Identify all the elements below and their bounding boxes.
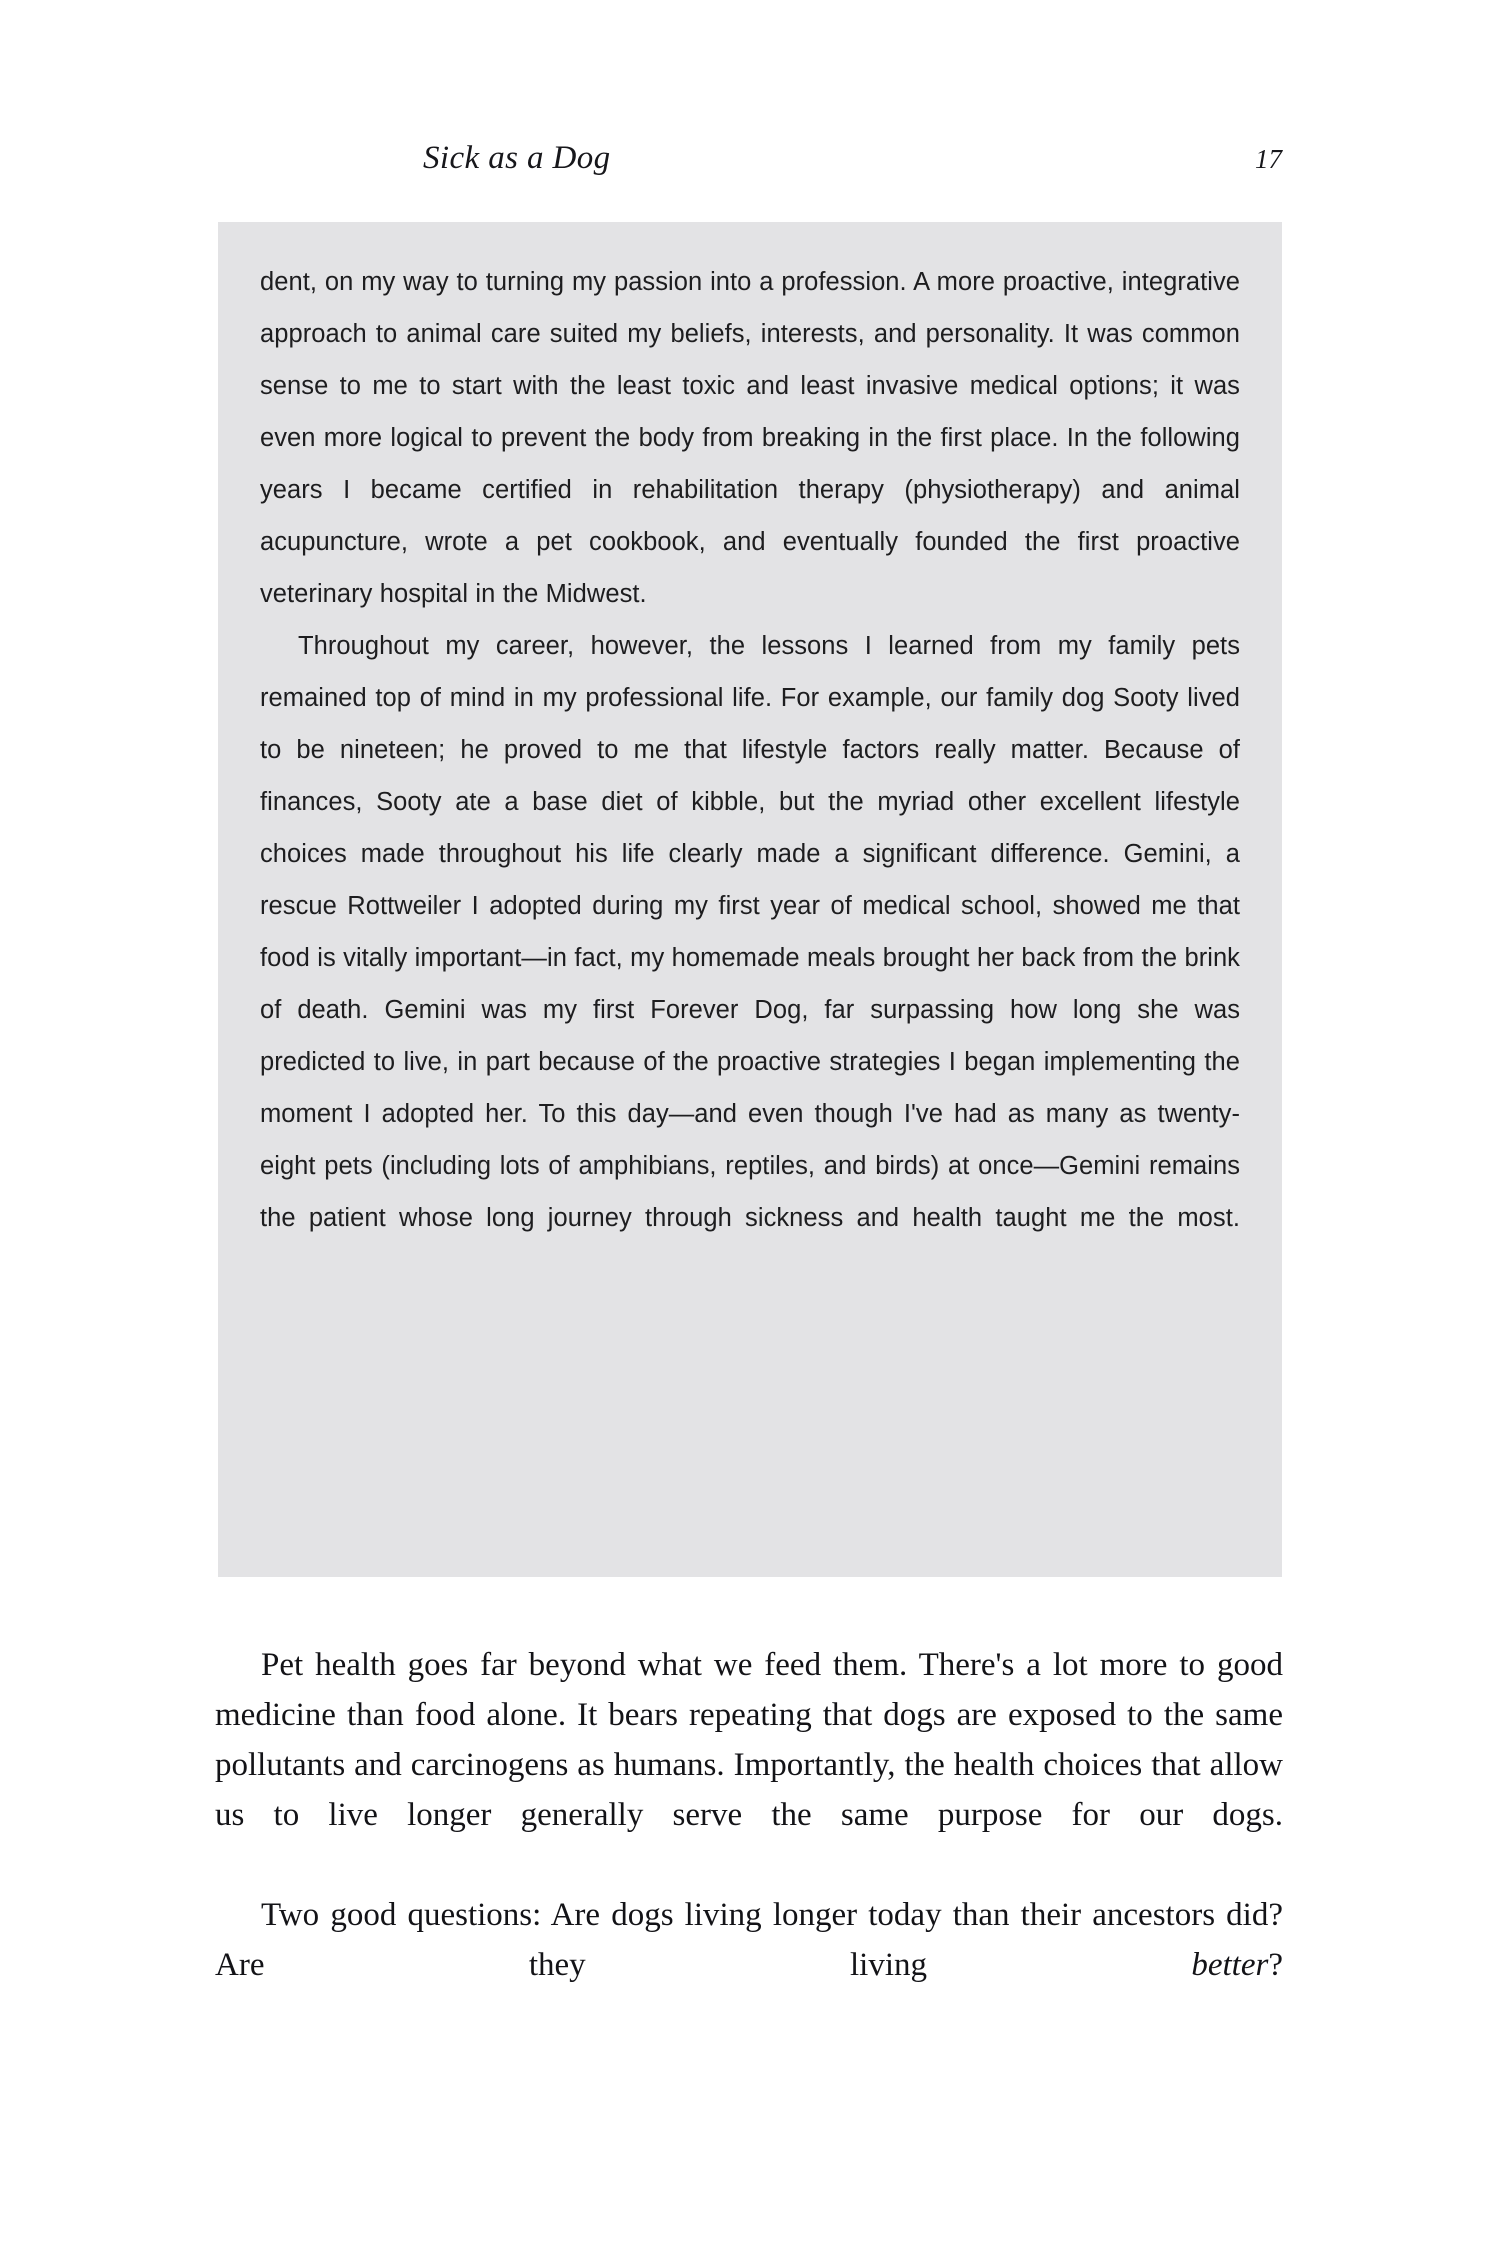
running-head [218, 140, 1282, 186]
highlight-paragraph-1: dent, on my way to turning my passion into a profession. A more proactive, integrative approach to animal care suited my beliefs, interests, and personality. It was common sense to me to start with the least toxic and least invasive medical options; it was even more logical to prevent the body from breaking in the first place. In the following years I became certified in rehabilitation therapy (physiotherapy) and animal acupuncture, wrote a pet cookbook, and eventually founded the first proactive veterinary hospital in the Midwest. [260, 268, 1240, 608]
body-paragraph-2-lead: Two good questions: Are dogs living longer today than their ancestors did? Are they living [215, 1897, 1283, 1983]
highlight-paragraph-2: Throughout my career, however, the lessons I learned from my family pets remained top of mind in my professional life. For example, our family dog Sooty lived to be nineteen; he proved to me that lifestyle factors really matter. Because of finances, Sooty ate a base diet of kibble, but the myriad other excellent lifestyle choices made throughout his life clearly made a significant difference. Gemini, a rescue Rottweiler I adopted during my first year of medical school, showed me that food is vitally important—in fact, my homemade meals brought her back from the brink of death. Gemini was my first Forever Dog, far surpassing how long she was predicted to live, in part because of the proactive strategies I began implementing the moment I adopted her. To this day—and even though I've had as many as twenty-eight pets (including lots of amphibians, reptiles, and birds) at once—Gemini remains the patient whose long journey through sickness and health taught me the most. [260, 632, 1240, 1232]
page-number: 17 [1255, 144, 1282, 174]
body-paragraph-2-tail: ? [1268, 1947, 1283, 1983]
body-paragraph-2 [215, 1890, 1283, 2040]
highlighted-text-block [218, 222, 1282, 1577]
body-text-section [215, 1640, 1283, 2040]
body-paragraph-1: Pet health goes far beyond what we feed them. There's a lot more to good medicine than food alone. It bears repeating that dogs are exposed to the same pollutants and carcinogens as humans. Importantly, the health choices that allow us to live longer generally serve the same purpose for our dogs. [215, 1647, 1283, 1833]
running-head-title: Sick as a Dog [423, 140, 611, 176]
body-paragraph-2-emphasis: better [1191, 1947, 1269, 1983]
